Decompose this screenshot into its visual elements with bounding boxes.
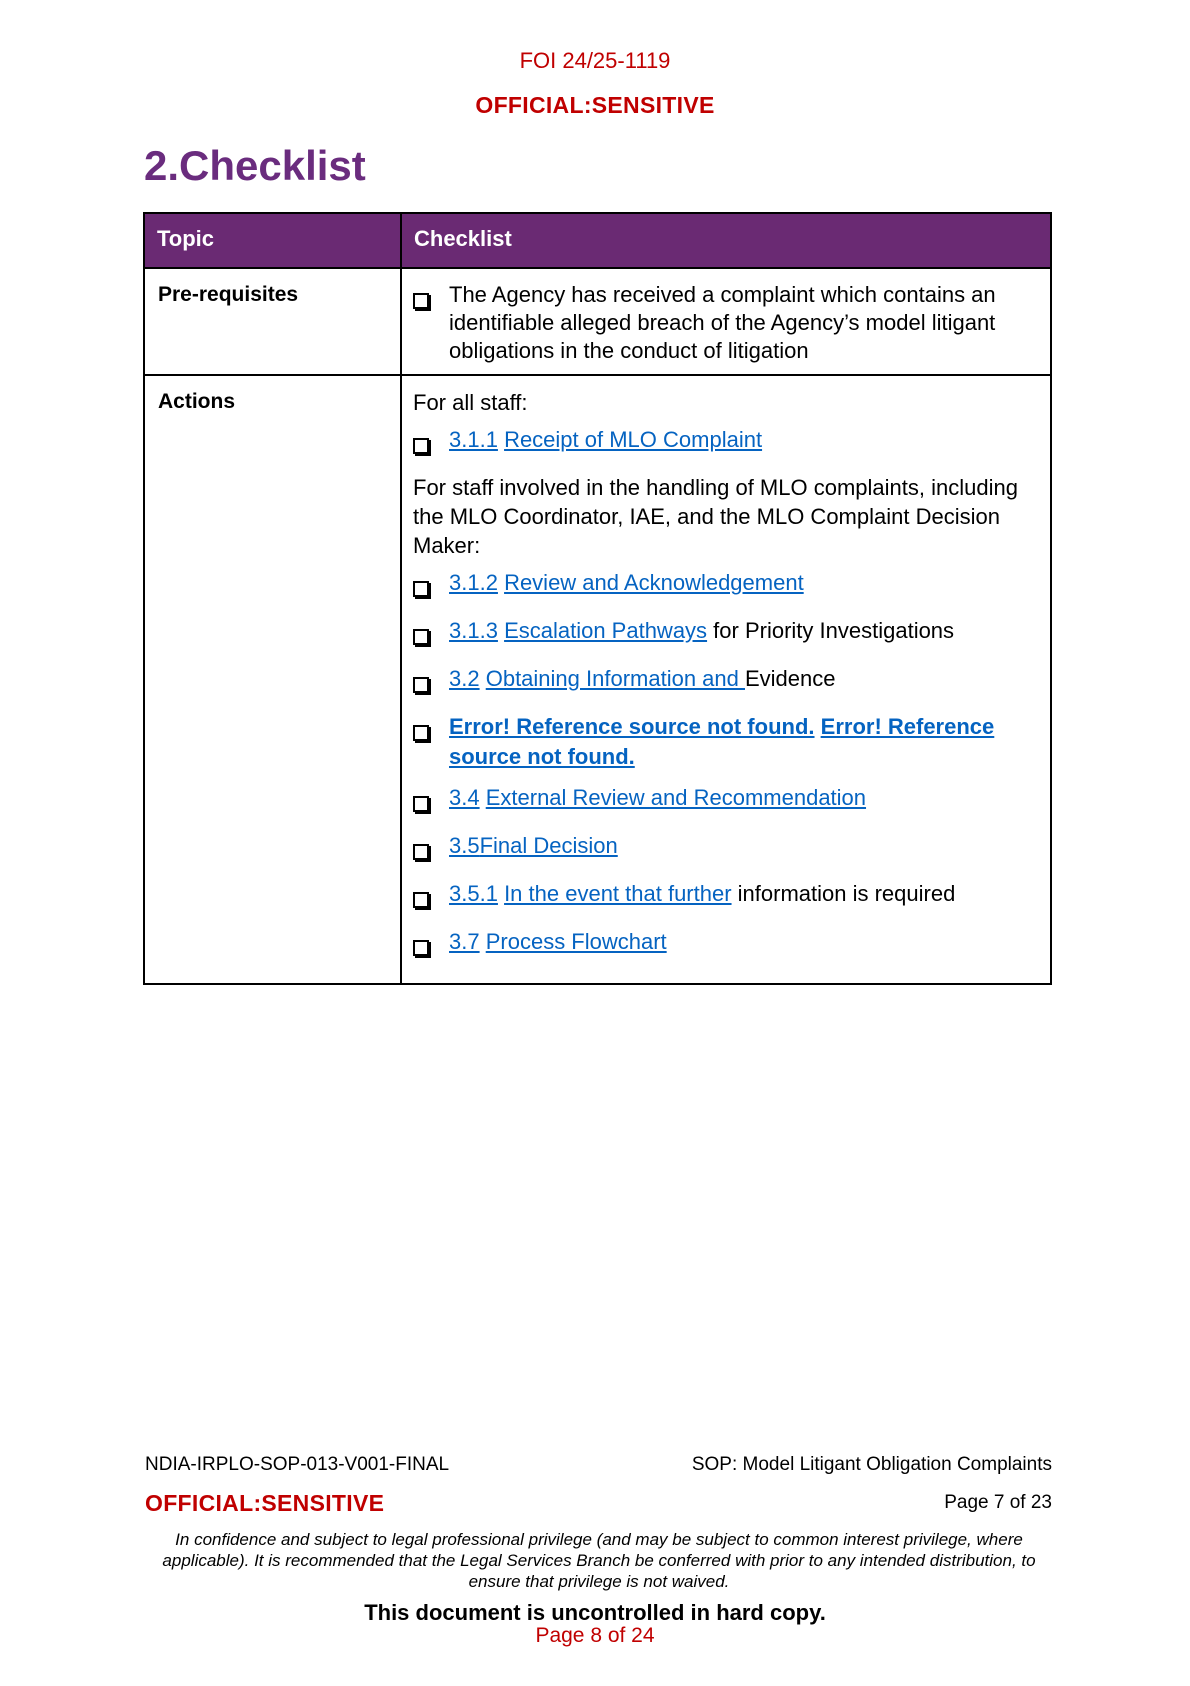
section-link[interactable]: Escalation Pathways [504,618,708,643]
intro-all-staff: For all staff: [413,390,528,415]
checklist-cell-prerequisites [401,268,1051,375]
intro-involved-staff: For staff involved in the handling of MLO complaints, including the MLO Coordinator, IAE, and the MLO Complaint Decision Maker: [413,475,1018,558]
section-link-number[interactable]: 3.5 [449,833,480,858]
section-link[interactable]: External Review and Recommendation [485,785,867,810]
checklist-item [413,783,1038,820]
checklist-item [413,281,1038,365]
broken-reference-link[interactable]: Error! Reference source not found. [449,714,815,739]
checkbox-icon[interactable] [413,568,449,605]
page-number-inner: Page 7 of 23 [944,1492,1052,1513]
item-suffix-text: for Priority Investigations [707,618,955,643]
checkbox-icon[interactable] [413,616,449,653]
section-link[interactable]: Obtaining Information and [485,666,745,691]
section-link-number[interactable]: 3.1.3 [449,618,498,643]
privilege-notice: In confidence and subject to legal professional privilege (and may be subject to common interest privilege, where applicable). It is recommended that the Legal Services Branch be conferred with prior to any intended distribution, to ensure that privilege is not waived. [162,1530,1036,1591]
checkbox-icon[interactable] [413,831,449,868]
checklist-item [413,664,1038,701]
topic-actions: Actions [144,375,401,984]
checkbox-icon[interactable] [413,879,449,916]
checklist-item [413,425,1038,462]
section-link-number[interactable]: 3.4 [449,785,480,810]
checklist-item [413,568,1038,605]
table-header-row [144,213,1051,268]
checklist-item-text: The Agency has received a complaint which contains an identifiable alleged breach of the Agency’s model litigant obligations in the conduct of litigation [449,282,996,363]
page-number-outer: Page 8 of 24 [535,1624,655,1647]
uncontrolled-notice: This document is uncontrolled in hard copy. [364,1600,826,1625]
footer-document-id: NDIA-IRPLO-SOP-013-V001-FINAL [145,1454,450,1475]
item-suffix-text: Evidence [745,666,836,691]
classification-marking-top: OFFICIAL:SENSITIVE [475,92,715,118]
section-link[interactable]: Process Flowchart [485,929,667,954]
topic-prerequisites: Pre-requisites [144,268,401,375]
checklist-cell-actions [401,375,1051,984]
checklist-item [413,616,1038,653]
table-row-prerequisites [144,268,1051,375]
section-link-number[interactable]: 3.1.2 [449,570,498,595]
section-link[interactable]: In the event that further [504,881,732,906]
section-link-number[interactable]: 3.5.1 [449,881,498,906]
checklist-item [413,927,1038,964]
checklist-item [413,831,1038,868]
checklist-table [143,212,1052,985]
item-suffix-text: information is required [731,881,956,906]
footer-document-title: SOP: Model Litigant Obligation Complaints [691,1454,1052,1475]
section-link-number[interactable]: 3.1.1 [449,427,498,452]
checkbox-icon[interactable] [413,281,449,316]
checkbox-icon[interactable] [413,927,449,964]
foi-reference: FOI 24/25-1119 [519,48,671,73]
table-row-actions [144,375,1051,984]
classification-marking-footer: OFFICIAL:SENSITIVE [145,1490,385,1516]
checklist-item [413,712,1038,772]
checklist-item [413,879,1038,916]
section-link-number[interactable]: 3.7 [449,929,480,954]
broken-reference-link[interactable]: Error! Reference source not found. [449,714,995,769]
section-link-number[interactable]: 3.2 [449,666,480,691]
checkbox-icon[interactable] [413,783,449,820]
checkbox-icon[interactable] [413,712,449,749]
section-link[interactable]: Receipt of MLO Complaint [504,427,763,452]
section-heading: 2.Checklist [144,142,366,189]
section-link[interactable]: Review and Acknowledgement [504,570,804,595]
checkbox-icon[interactable] [413,425,449,462]
header-checklist: Checklist [401,213,1051,268]
header-topic: Topic [144,213,401,268]
checkbox-icon[interactable] [413,664,449,701]
section-link[interactable]: Final Decision [479,833,618,858]
